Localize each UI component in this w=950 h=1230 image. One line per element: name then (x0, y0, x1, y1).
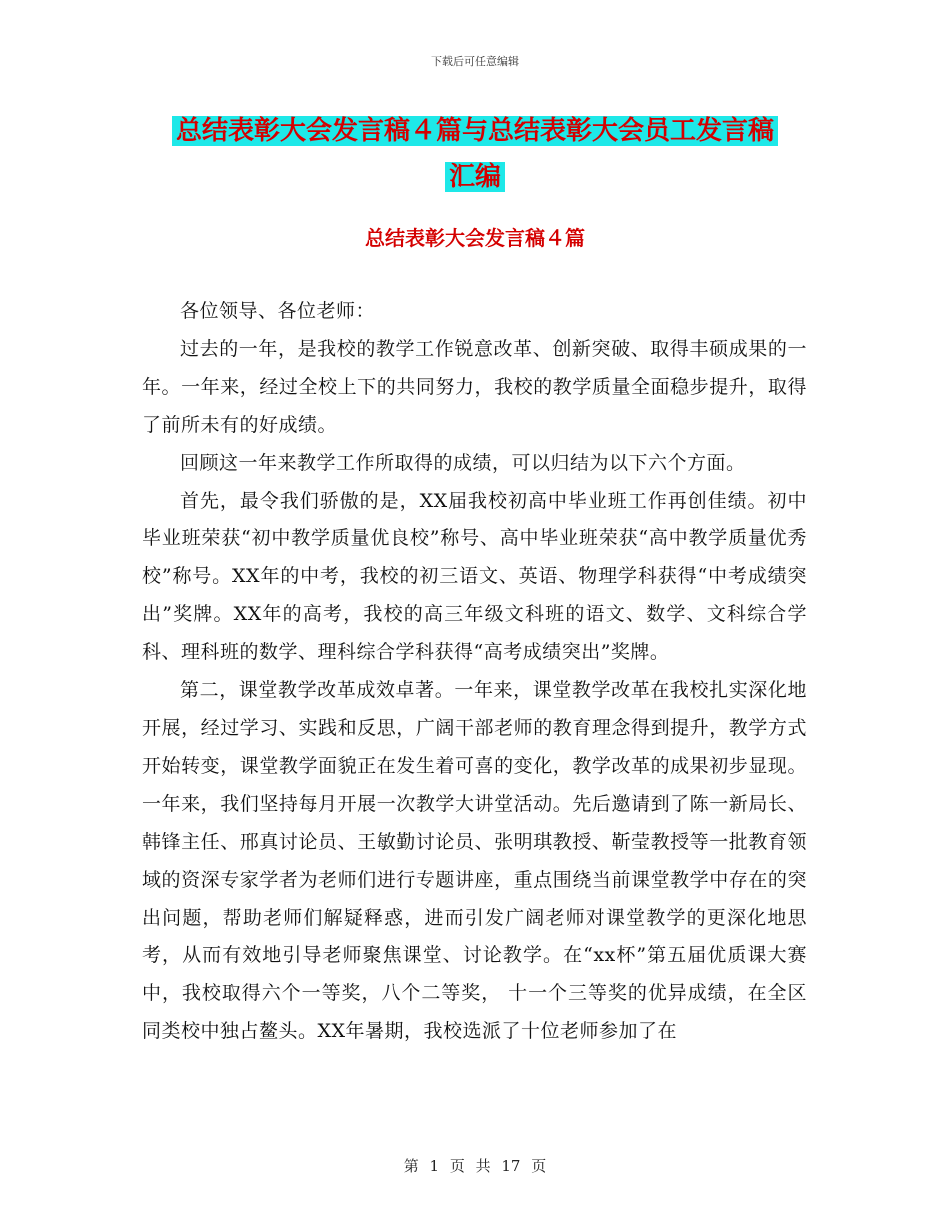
document-title-line-1: 总结表彰大会发言稿４篇与总结表彰大会员工发言稿 (172, 116, 778, 146)
section-title: 总结表彰大会发言稿４篇 (365, 226, 585, 250)
paragraph: 过去的一年，是我校的教学工作锐意改革、创新突破、取得丰硕成果的一年。一年来，经过全校上下的共同努力，我校的教学质量全面稳步提升，取得了前所未有的好成绩。 (142, 337, 807, 436)
header-note: 下载后可任意编辑 (431, 55, 519, 68)
paragraph: 第二，课堂教学改革成效卓著。一年来，课堂教学改革在我校扎实深化地开展，经过学习、实践和反思，广阔干部老师的教育理念得到提升，教学方式开始转变，课堂教学面貌正在发生着可喜的变化，教学改革的成果初步显现。一年来，我们坚持每月开展一次教学大讲堂活动。先后邀请到了陈一新局长、韩锋主任、邢真讨论员、王敏勤讨论员、张明琪教授、靳莹教授等一批教育领域的资深专家学者为老师们进行专题讲座，重点围绕当前课堂教学中存在的突出问题，帮助老师们解疑释惑，进而引发广阔老师对课堂教学的更深化地思考，从而有效地引导老师聚焦课堂、讨论教学。在“xx杯”第五届优质课大赛中，我校取得六个一等奖，八个二等奖， 十一个三等奖的优异成绩，在全区同类校中独占鳌头。XX年暑期，我校选派了十位老师参加了在 (142, 679, 807, 1043)
page-footer: 第 1 页 共 17 页 (403, 1157, 547, 1175)
document-title-line-2: 汇编 (445, 162, 505, 192)
paragraph: 首先，最令我们骄傲的是，XX届我校初高中毕业班工作再创佳绩。初中毕业班荣获“初中教学质量优良校”称号、高中毕业班荣获“高中教学质量优秀校”称号。XX年的中考，我校的初三语文、英语、物理学科获得“中考成绩突出”奖牌。XX年的高考，我校的高三年级文科班的语文、数学、文科综合学科、理科班的数学、理科综合学科获得“高考成绩突出”奖牌。 (142, 489, 807, 664)
paragraph: 回顾这一年来教学工作所取得的成绩，可以归结为以下六个方面。 (180, 451, 746, 474)
body-text (142, 293, 807, 1051)
document-title (0, 108, 950, 200)
paragraph-salutation: 各位领导、各位老师： (180, 300, 376, 322)
